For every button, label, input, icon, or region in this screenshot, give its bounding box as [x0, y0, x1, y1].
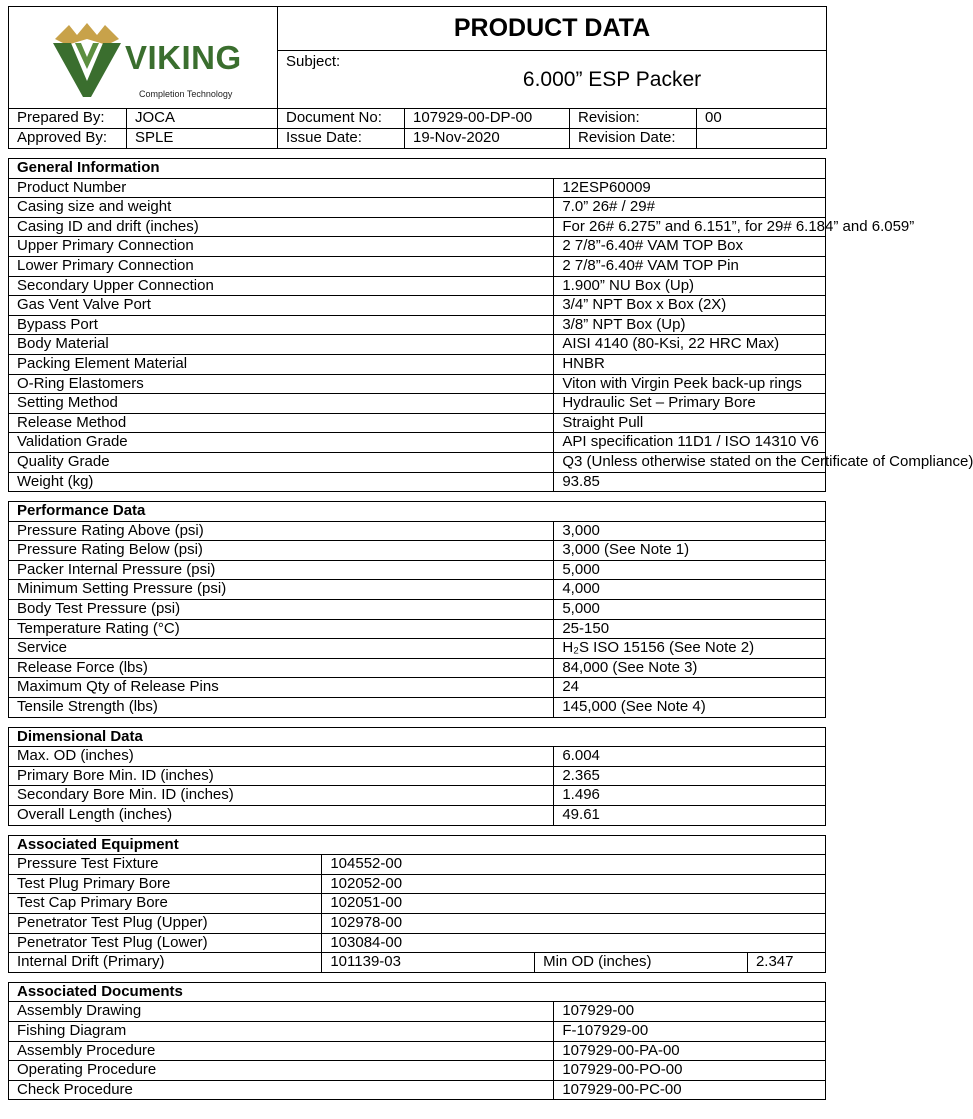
row-value: 24 — [554, 678, 826, 698]
table-row — [9, 237, 826, 257]
row-label: Assembly Drawing — [9, 1002, 554, 1022]
row-label: Fishing Diagram — [9, 1021, 554, 1041]
row-label: Lower Primary Connection — [9, 256, 554, 276]
row-value: H₂S ISO 15156 (See Note 2) — [554, 639, 826, 659]
row-value: 3,000 (See Note 1) — [554, 541, 826, 561]
table-row — [9, 678, 826, 698]
row-value: 3/8” NPT Box (Up) — [554, 315, 826, 335]
table-row — [9, 374, 826, 394]
row-label: Pressure Rating Above (psi) — [9, 521, 554, 541]
row-label: Secondary Bore Min. ID (inches) — [9, 786, 554, 806]
row-label: Penetrator Test Plug (Upper) — [9, 913, 322, 933]
doc-no-value: 107929-00-DP-00 — [405, 109, 570, 129]
row-label: Quality Grade — [9, 452, 554, 472]
table-row — [9, 315, 826, 335]
table-row — [9, 619, 826, 639]
row-label: Check Procedure — [9, 1080, 554, 1100]
row-value: Viton with Virgin Peek back-up rings — [554, 374, 826, 394]
table-row — [9, 1061, 826, 1081]
section-title: Performance Data — [9, 502, 826, 522]
subject-label: Subject: — [286, 52, 341, 70]
table-row — [9, 413, 826, 433]
row-label: Test Cap Primary Bore — [9, 894, 322, 914]
row-label: Casing ID and drift (inches) — [9, 217, 554, 237]
viking-logo — [9, 7, 278, 108]
row-label: Setting Method — [9, 394, 554, 414]
dimensional-data-table — [8, 727, 826, 826]
row-label: Test Plug Primary Bore — [9, 874, 322, 894]
row-value: Hydraulic Set – Primary Bore — [554, 394, 826, 414]
table-row — [9, 894, 826, 914]
logo-wordmark: VIKING — [125, 39, 242, 76]
table-row — [9, 394, 826, 414]
table-row — [9, 178, 826, 198]
row-label: Primary Bore Min. ID (inches) — [9, 766, 554, 786]
row-label: Product Number — [9, 178, 554, 198]
row-value: 5,000 — [554, 560, 826, 580]
min-od-value: 2.347 — [747, 953, 825, 973]
row-value: 6.004 — [554, 747, 826, 767]
prepared-by-label: Prepared By: — [9, 109, 127, 129]
min-od-label: Min OD (inches) — [535, 953, 748, 973]
viking-crown-v-icon — [47, 19, 127, 99]
row-value: 103084-00 — [322, 933, 826, 953]
row-value: 4,000 — [554, 580, 826, 600]
logo-cell — [9, 7, 278, 109]
header-meta-table — [8, 108, 827, 149]
row-label: Upper Primary Connection — [9, 237, 554, 257]
row-value: 3/4” NPT Box x Box (2X) — [554, 296, 826, 316]
approved-by-value: SPLE — [127, 129, 278, 149]
row-value: 1.496 — [554, 786, 826, 806]
row-value: 12ESP60009 — [554, 178, 826, 198]
revision-date-label: Revision Date: — [570, 129, 697, 149]
row-value: 84,000 (See Note 3) — [554, 658, 826, 678]
revision-value: 00 — [697, 109, 827, 129]
row-label: Validation Grade — [9, 433, 554, 453]
row-label: Bypass Port — [9, 315, 554, 335]
table-row — [9, 766, 826, 786]
doc-no-label: Document No: — [278, 109, 405, 129]
row-label: Max. OD (inches) — [9, 747, 554, 767]
row-value: 5,000 — [554, 600, 826, 620]
table-row — [9, 541, 826, 561]
product-data-sheet — [8, 6, 973, 1100]
table-row — [9, 913, 826, 933]
row-value: 49.61 — [554, 806, 826, 826]
row-value: AISI 4140 (80-Ksi, 22 HRC Max) — [554, 335, 826, 355]
revision-date-value — [697, 129, 827, 149]
row-value: 2 7/8”-6.40# VAM TOP Pin — [554, 256, 826, 276]
row-value: F-107929-00 — [554, 1021, 826, 1041]
table-row — [9, 580, 826, 600]
issue-date-value: 19-Nov-2020 — [405, 129, 570, 149]
row-value: HNBR — [554, 354, 826, 374]
table-row — [9, 1041, 826, 1061]
table-row — [9, 472, 826, 492]
table-row — [9, 1021, 826, 1041]
table-row — [9, 452, 826, 472]
row-label: Overall Length (inches) — [9, 806, 554, 826]
table-row — [9, 786, 826, 806]
revision-label: Revision: — [570, 109, 697, 129]
row-value: 104552-00 — [322, 855, 826, 875]
table-row — [9, 354, 826, 374]
row-label: Pressure Test Fixture — [9, 855, 322, 875]
table-row — [9, 433, 826, 453]
section-title: General Information — [9, 159, 826, 179]
row-value: 25-150 — [554, 619, 826, 639]
table-row — [9, 747, 826, 767]
prepared-by-value: JOCA — [127, 109, 278, 129]
associated-equipment-table — [8, 835, 826, 973]
row-label: Packer Internal Pressure (psi) — [9, 560, 554, 580]
table-row — [9, 296, 826, 316]
row-label: Casing size and weight — [9, 198, 554, 218]
row-value: For 26# 6.275” and 6.151”, for 29# 6.184” and 6.059” — [554, 217, 826, 237]
section-title: Associated Documents — [9, 982, 826, 1002]
row-value: 107929-00-PA-00 — [554, 1041, 826, 1061]
row-label: Temperature Rating (°C) — [9, 619, 554, 639]
table-row — [9, 198, 826, 218]
row-label: Minimum Setting Pressure (psi) — [9, 580, 554, 600]
row-value: 107929-00-PC-00 — [554, 1080, 826, 1100]
general-information-table — [8, 158, 973, 492]
row-label: O-Ring Elastomers — [9, 374, 554, 394]
row-label: Body Test Pressure (psi) — [9, 600, 554, 620]
row-label: Release Method — [9, 413, 554, 433]
row-value: 1.900” NU Box (Up) — [554, 276, 826, 296]
table-row — [9, 855, 826, 875]
row-value: API specification 11D1 / ISO 14310 V6 — [554, 433, 826, 453]
table-row — [9, 639, 826, 659]
drift-label: Internal Drift (Primary) — [9, 953, 322, 973]
row-label: Secondary Upper Connection — [9, 276, 554, 296]
row-label: Tensile Strength (lbs) — [9, 698, 554, 718]
logo-tagline: Completion Technology — [139, 89, 233, 99]
section-title: Associated Equipment — [9, 835, 826, 855]
row-value: Straight Pull — [554, 413, 826, 433]
table-row — [9, 658, 826, 678]
table-row — [9, 256, 826, 276]
subject-cell — [278, 50, 827, 108]
row-label: Service — [9, 639, 554, 659]
table-row — [9, 600, 826, 620]
performance-data-table — [8, 501, 826, 718]
row-value: 7.0” 26# / 29# — [554, 198, 826, 218]
row-label: Assembly Procedure — [9, 1041, 554, 1061]
table-row — [9, 1002, 826, 1022]
table-row — [9, 335, 826, 355]
table-row — [9, 806, 826, 826]
table-row — [9, 1080, 826, 1100]
row-value: 3,000 — [554, 521, 826, 541]
row-value: 102052-00 — [322, 874, 826, 894]
header-table — [8, 6, 827, 109]
row-label: Release Force (lbs) — [9, 658, 554, 678]
row-value: 145,000 (See Note 4) — [554, 698, 826, 718]
row-label: Weight (kg) — [9, 472, 554, 492]
row-value: 107929-00 — [554, 1002, 826, 1022]
approved-by-label: Approved By: — [9, 129, 127, 149]
row-label: Maximum Qty of Release Pins — [9, 678, 554, 698]
row-label: Packing Element Material — [9, 354, 554, 374]
table-row — [9, 874, 826, 894]
table-row — [9, 276, 826, 296]
row-label: Body Material — [9, 335, 554, 355]
issue-date-label: Issue Date: — [278, 129, 405, 149]
row-value: 102051-00 — [322, 894, 826, 914]
row-value: 102978-00 — [322, 913, 826, 933]
row-value: Q3 (Unless otherwise stated on the Certificate of Compliance) — [554, 452, 826, 472]
table-row — [9, 560, 826, 580]
row-value: 2 7/8”-6.40# VAM TOP Box — [554, 237, 826, 257]
drift-value: 101139-03 — [322, 953, 535, 973]
row-value: 107929-00-PO-00 — [554, 1061, 826, 1081]
row-label: Gas Vent Valve Port — [9, 296, 554, 316]
page-title: PRODUCT DATA — [278, 7, 827, 51]
row-value: 93.85 — [554, 472, 826, 492]
row-label: Pressure Rating Below (psi) — [9, 541, 554, 561]
section-title: Dimensional Data — [9, 727, 826, 747]
table-row — [9, 521, 826, 541]
table-row — [9, 933, 826, 953]
subject-value: 6.000” ESP Packer — [522, 67, 702, 91]
table-row — [9, 217, 826, 237]
associated-documents-table — [8, 982, 826, 1101]
row-label: Operating Procedure — [9, 1061, 554, 1081]
row-value: 2.365 — [554, 766, 826, 786]
table-row — [9, 698, 826, 718]
row-label: Penetrator Test Plug (Lower) — [9, 933, 322, 953]
